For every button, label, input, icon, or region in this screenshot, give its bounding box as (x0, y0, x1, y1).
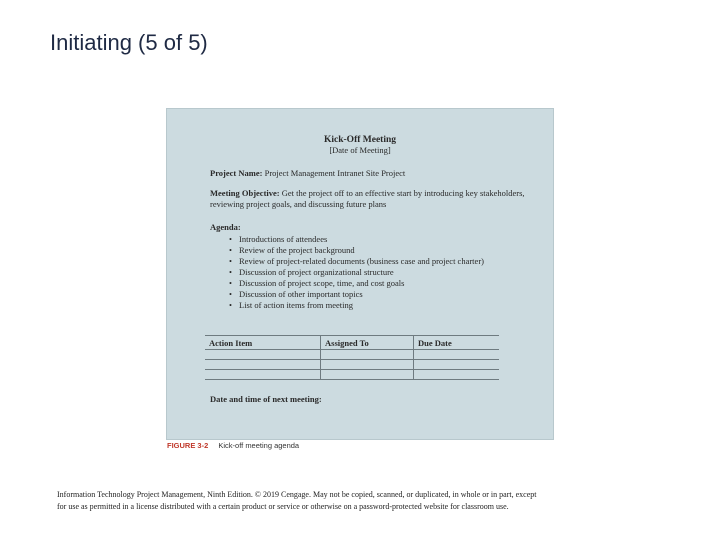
agenda-item: • Discussion of other important topics (229, 289, 363, 299)
agenda-label: Agenda: (210, 222, 241, 232)
agenda-item: • Discussion of project organizational structure (229, 267, 394, 277)
bullet-icon: • (229, 289, 232, 299)
table-cell (321, 370, 414, 380)
table-cell (414, 370, 500, 380)
table-cell (321, 360, 414, 370)
figure-label: FIGURE 3-2 (167, 441, 209, 450)
bullet-icon: • (229, 256, 232, 266)
agenda-list (229, 234, 484, 311)
objective-value: Get the project off to an effective start by introducing key stakeholders, reviewing project goals, and discussing future plans (210, 188, 525, 209)
project-name-field (210, 168, 530, 179)
table-cell (414, 360, 500, 370)
document-subtitle: [Date of Meeting] (329, 145, 391, 155)
agenda-item: • Review of the project background (229, 245, 355, 255)
slide-title: Initiating (5 of 5) (50, 30, 208, 55)
footer-line: for use as permitted in a license distributed with a certain product or service or otherwise on a password-protected website for classroom use. (57, 502, 509, 511)
footer-line: Information Technology Project Management, Ninth Edition. © 2019 Cengage. May not be copied, scanned, or duplicated, in whole or in part, except (57, 490, 537, 499)
next-meeting-label: Date and time of next meeting: (210, 394, 322, 404)
objective-field (210, 188, 530, 210)
table-cell (414, 350, 500, 360)
figure-caption-text: Kick-off meeting agenda (218, 441, 300, 450)
agenda-item: • List of action items from meeting (229, 300, 354, 310)
table-header-row (205, 336, 499, 350)
copyright-footer (57, 489, 677, 513)
header-action-item: Action Item (205, 336, 321, 350)
project-name-value: Project Management Intranet Site Project (264, 168, 406, 178)
figure-panel (166, 108, 554, 450)
table-row (205, 350, 499, 360)
bullet-icon: • (229, 300, 232, 310)
document-title: Kick-Off Meeting (323, 135, 397, 145)
agenda-item: • Introductions of attendees (229, 234, 328, 244)
table-cell (205, 360, 321, 370)
agenda-item: • Discussion of project scope, time, and cost goals (229, 278, 405, 288)
table-cell (321, 350, 414, 360)
table-row (205, 360, 499, 370)
action-items-table (205, 335, 499, 380)
bullet-icon: • (229, 267, 232, 277)
objective-label: Meeting Objective: (210, 188, 280, 198)
agenda-item: • Review of project-related documents (business case and project charter) (229, 256, 484, 266)
bullet-icon: • (229, 234, 232, 244)
bullet-icon: • (229, 278, 232, 288)
table-row (205, 370, 499, 380)
table-cell (205, 350, 321, 360)
figure-caption (167, 441, 553, 450)
table-cell (205, 370, 321, 380)
header-assigned-to: Assigned To (321, 336, 414, 350)
bullet-icon: • (229, 245, 232, 255)
header-due-date: Due Date (414, 336, 500, 350)
project-name-label: Project Name: (210, 168, 263, 178)
